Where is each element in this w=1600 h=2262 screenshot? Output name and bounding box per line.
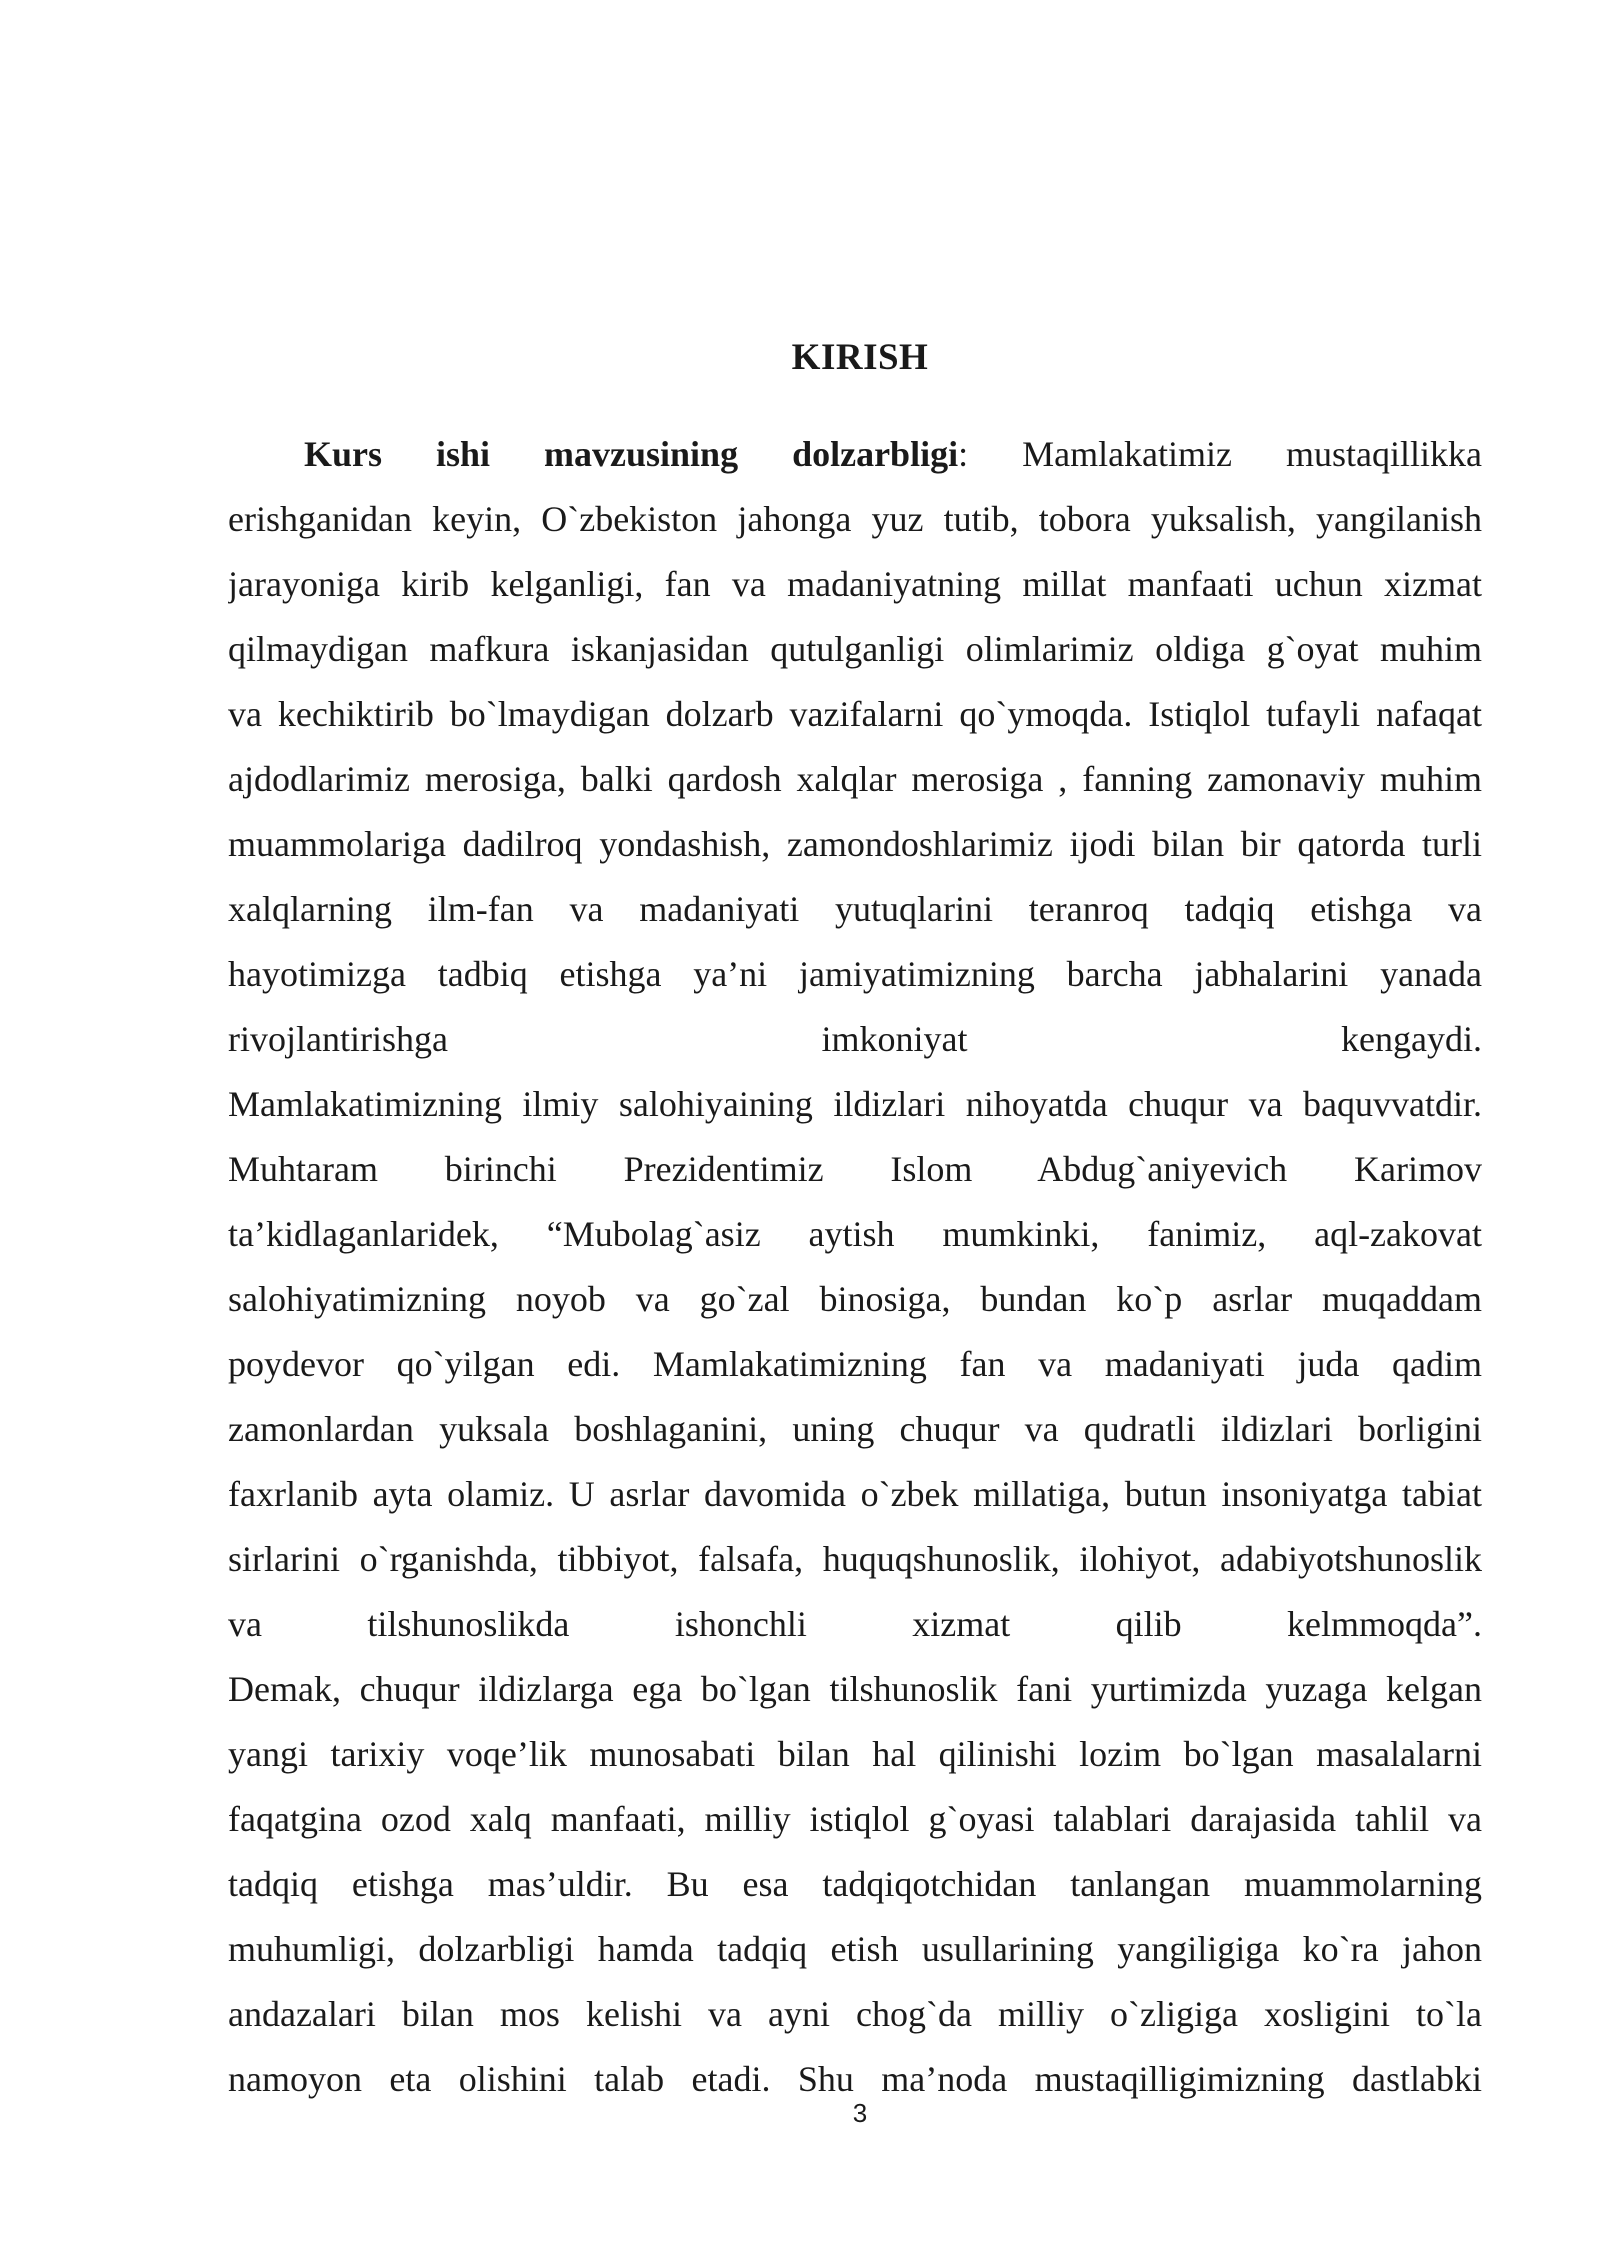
paragraph-line: yangi tarixiy voqe’lik munosabati bilan hal qilinishi lozim bo`lgan masalalarni <box>228 1734 1482 1774</box>
lead-colon: : <box>958 434 969 474</box>
paragraph-line: Demak, chuqur ildizlarga ega bo`lgan tilshunoslik fani yurtimizda yuzaga kelgan <box>228 1669 1482 1709</box>
paragraph-line: erishganidan keyin, O`zbekiston jahonga yuz tutib, tobora yuksalish, yangilanish <box>228 499 1482 539</box>
paragraph-line: andazalari bilan mos kelishi va ayni chog`da milliy o`zligiga xosligini to`la <box>228 1994 1482 2034</box>
paragraph-line: Mamlakatimizning ilmiy salohiyaining ildizlari nihoyatda chuqur va baquvvatdir. <box>228 1084 1482 1124</box>
paragraph-line: muammolariga dadilroq yondashish, zamondoshlarimiz ijodi bilan bir qatorda turli <box>228 824 1482 864</box>
paragraph-line: ajdodlarimiz merosiga, balki qardosh xalqlar merosiga , fanning zamonaviy muhim <box>228 759 1482 799</box>
paragraph-line: jarayoniga kirib kelganligi, fan va madaniyatning millat manfaati uchun xizmat <box>228 564 1482 604</box>
paragraph-line: faqatgina ozod xalq manfaati, milliy istiqlol g`oyasi talablari darajasida tahlil va <box>228 1799 1482 1839</box>
body-paragraph <box>228 422 1482 2112</box>
paragraph-line: xalqlarning ilm-fan va madaniyati yutuqlarini teranroq tadqiq etishga va <box>228 889 1482 929</box>
paragraph-line: zamonlardan yuksala boshlaganini, uning chuqur va qudratli ildizlari borligini <box>228 1409 1482 1449</box>
paragraph-line: salohiyatimizning noyob va go`zal binosiga, bundan ko`p asrlar muqaddam <box>228 1279 1482 1319</box>
paragraph-line: ta’kidlaganlaridek, “Mubolag`asiz aytish mumkinki, fanimiz, aql-zakovat <box>228 1214 1482 1254</box>
section-heading: KIRISH <box>791 337 929 378</box>
paragraph-line: faxrlanib ayta olamiz. U asrlar davomida o`zbek millatiga, butun insoniyatga tabiat <box>228 1474 1482 1514</box>
paragraph-line: muhumligi, dolzarbligi hamda tadqiq etish usullarining yangiligiga ko`ra jahon <box>228 1929 1482 1969</box>
line-text: Mamlakatimiz mustaqillikka <box>968 434 1482 474</box>
paragraph-line: va tilshunoslikda ishonchli xizmat qilib kelmmoqda”. <box>228 1604 1482 1644</box>
paragraph-line: poydevor qo`yilgan edi. Mamlakatimizning fan va madaniyati juda qadim <box>228 1344 1482 1384</box>
lead-bold-phrase: Kurs ishi mavzusining dolzarbligi <box>304 434 959 474</box>
page-number: 3 <box>852 2098 868 2128</box>
paragraph-line: rivojlantirishga imkoniyat kengaydi. <box>228 1019 1482 1059</box>
paragraph-line <box>228 422 1482 487</box>
paragraph-line: hayotimizga tadbiq etishga ya’ni jamiyatimizning barcha jabhalarini yanada <box>228 954 1482 994</box>
paragraph-line: qilmaydigan mafkura iskanjasidan qutulganligi olimlarimiz oldiga g`oyat muhim <box>228 629 1482 669</box>
paragraph-line: sirlarini o`rganishda, tibbiyot, falsafa, huquqshunoslik, ilohiyot, adabiyotshunoslik <box>228 1539 1482 1579</box>
paragraph-line: namoyon eta olishini talab etadi. Shu ma’noda mustaqilligimizning dastlabki <box>228 2059 1482 2099</box>
paragraph-line: va kechiktirib bo`lmaydigan dolzarb vazifalarni qo`ymoqda. Istiqlol tufayli nafaqat <box>228 694 1482 734</box>
paragraph-line: tadqiq etishga mas’uldir. Bu esa tadqiqotchidan tanlangan muammolarning <box>228 1864 1482 1904</box>
paragraph-line: Muhtaram birinchi Prezidentimiz Islom Abdug`aniyevich Karimov <box>228 1149 1482 1189</box>
